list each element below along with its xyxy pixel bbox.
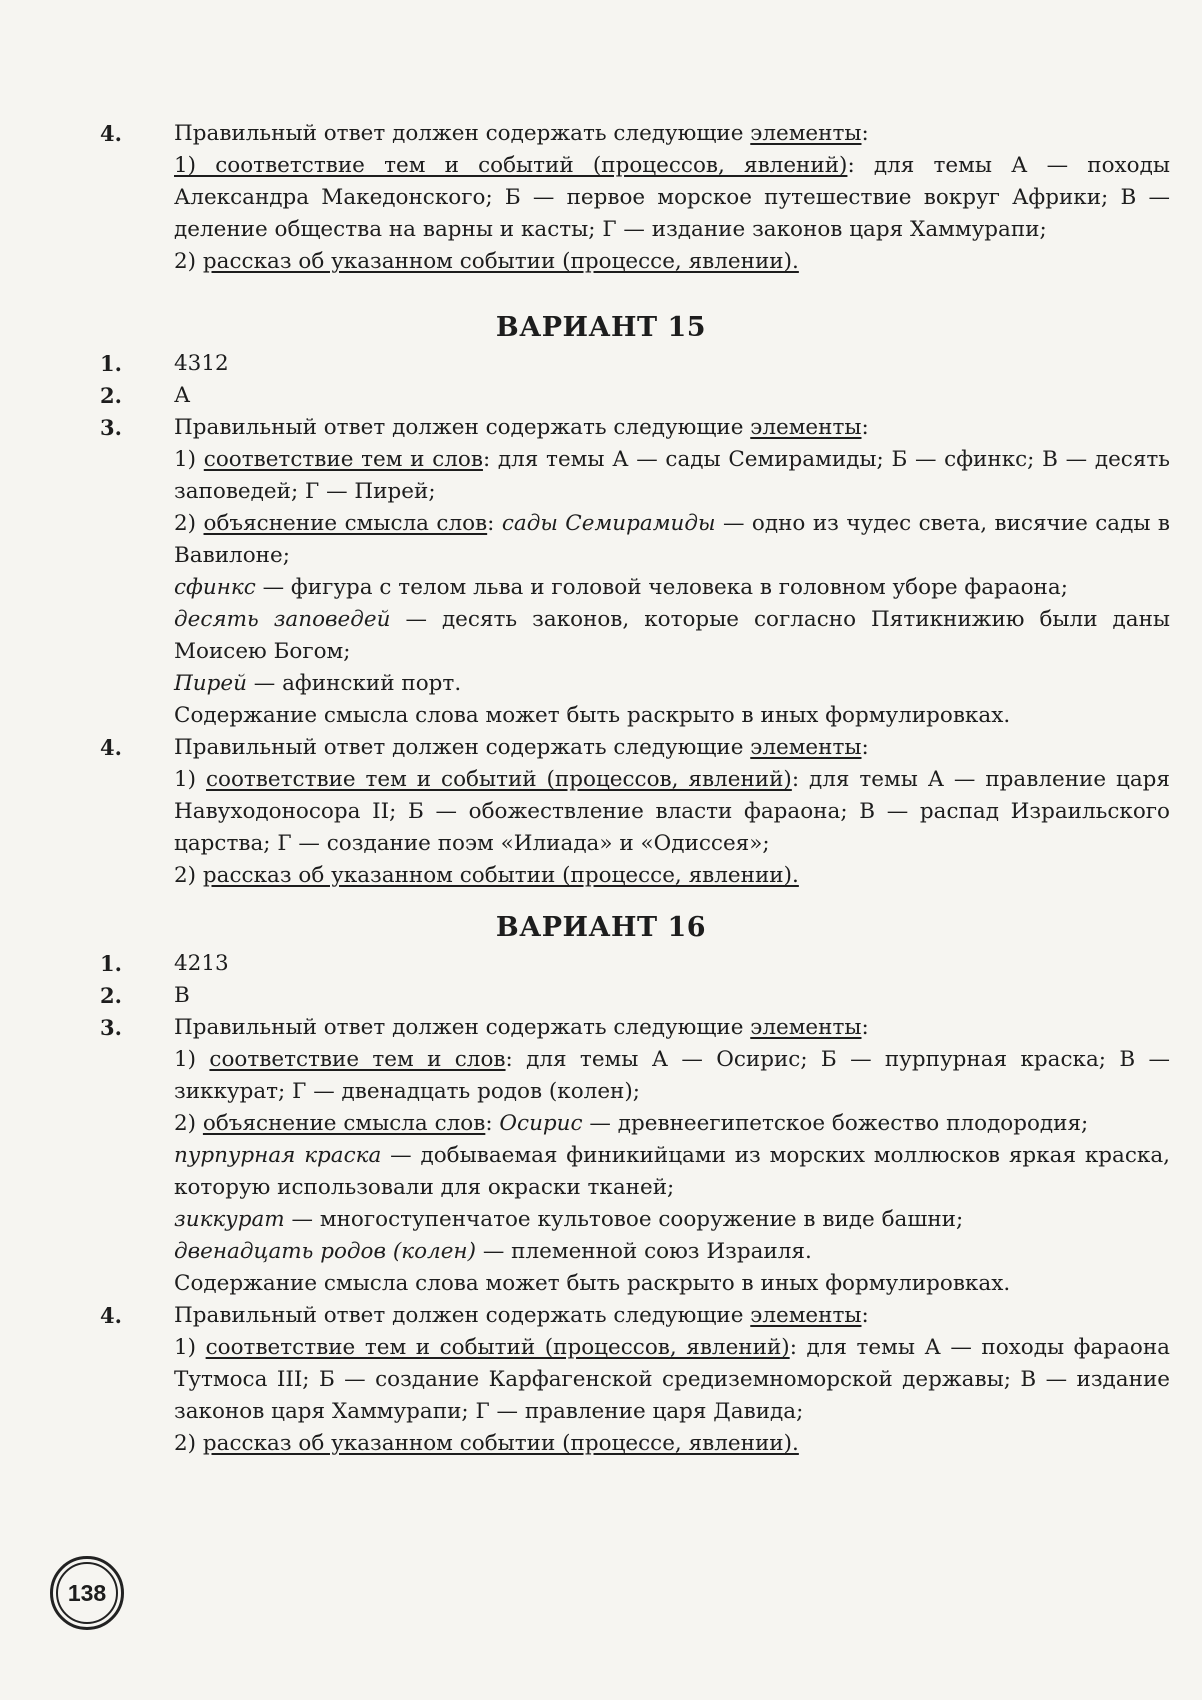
item-number: 4. (100, 121, 122, 146)
term-definition: двенадцать родов (колен) — племенной союз Израиля. (174, 1239, 812, 1264)
term-definition: Пирей — афинский порт. (174, 671, 462, 696)
item-number: 1. (100, 351, 122, 376)
item-number: 4. (100, 1303, 122, 1328)
page-number: 138 (56, 1562, 118, 1624)
v15-answer-1 (100, 348, 1170, 380)
item-point-2: 2) объяснение смысла слов: сады Семирамиды — одно из чудес света, висячие сады в Вавилоне; (174, 511, 1170, 568)
term-definition: десять заповедей — десять законов, которые согласно Пятикнижию были даны Моисею Богом; (174, 607, 1171, 664)
item-note: Содержание смысла слова может быть раскрыто в иных формулировках. (174, 703, 1011, 728)
item-number: 3. (100, 1015, 122, 1040)
item-text (174, 1300, 1170, 1460)
v15-answer-4 (100, 732, 1170, 892)
v16-answer-1 (100, 948, 1170, 980)
item-lead: Правильный ответ должен содержать следующие элементы: (174, 1015, 869, 1040)
term-definition: сфинкс — фигура с телом льва и головой человека в головном уборе фараона; (174, 575, 1068, 600)
term-definition: пурпурная краска — добываемая финикийцами из морских моллюсков яркая краска, которую использовали для окраски тканей; (174, 1143, 1170, 1200)
item-point-1: 1) соответствие тем и слов: для темы А — сады Семирамиды; Б — сфинкс; В — десять заповедей; Г — Пирей; (174, 447, 1171, 504)
answer-value: 4312 (174, 351, 229, 376)
item-number: 2. (100, 383, 122, 408)
item-number: 1. (100, 951, 122, 976)
item-number: 3. (100, 415, 122, 440)
item-text (174, 118, 1170, 278)
answer-value: 4213 (174, 951, 229, 976)
item-text (174, 732, 1170, 892)
term-definition: зиккурат — многоступенчатое культовое сооружение в виде башни; (174, 1207, 964, 1232)
item-point-1: 1) соответствие тем и событий (процессов, явлений): для темы А — походы Александра Македонского; Б — первое морское путешествие вокруг Африки; В — деление общества на варны и касты; Г — издание законов царя Хаммурапи; (174, 153, 1170, 242)
answer-item-4-top (100, 118, 1170, 278)
v15-answer-2 (100, 380, 1170, 412)
variant-16-title: ВАРИАНТ 16 (495, 912, 707, 943)
item-lead: Правильный ответ должен содержать следующие элементы: (174, 735, 869, 760)
item-note: Содержание смысла слова может быть раскрыто в иных формулировках. (174, 1271, 1011, 1296)
page-number-badge (50, 1556, 124, 1630)
item-point-1: 1) соответствие тем и слов: для темы А — Осирис; Б — пурпурная краска; В — зиккурат; Г — двенадцать родов (колен); (174, 1047, 1171, 1104)
v16-answer-4 (100, 1300, 1170, 1460)
item-point-1: 1) соответствие тем и событий (процессов, явлений): для темы А — правление царя Навуходоносора II; Б — обожествление власти фараона; В — распад Израильского царства; Г — создание поэм «Илиада» и «Одиссея»; (174, 767, 1170, 856)
v15-answer-3 (100, 412, 1170, 732)
item-text (174, 412, 1170, 732)
item-number: 2. (100, 983, 122, 1008)
v16-answer-3 (100, 1012, 1170, 1300)
v16-answer-2 (100, 980, 1170, 1012)
item-lead: Правильный ответ должен содержать следующие элементы: (174, 1303, 869, 1328)
item-number: 4. (100, 735, 122, 760)
variant-15-title: ВАРИАНТ 15 (495, 312, 707, 343)
item-text (174, 1012, 1170, 1300)
answer-value: В (174, 983, 190, 1008)
item-point-1: 1) соответствие тем и событий (процессов, явлений): для темы А — походы фараона Тутмоса III; Б — создание Карфагенской средиземноморской державы; В — издание законов царя Хаммурапи; Г — правление царя Давида; (174, 1335, 1170, 1424)
item-point-2: 2) рассказ об указанном событии (процессе, явлении). (174, 863, 799, 888)
item-point-2: 2) рассказ об указанном событии (процессе, явлении). (174, 249, 799, 274)
item-point-2: 2) рассказ об указанном событии (процессе, явлении). (174, 1431, 799, 1456)
answer-value: А (174, 383, 191, 408)
item-point-2: 2) объяснение смысла слов: Осирис — древнеегипетское божество плодородия; (174, 1111, 1089, 1136)
item-lead: Правильный ответ должен содержать следующие элементы: (174, 415, 869, 440)
item-lead: Правильный ответ должен содержать следующие элементы: (174, 121, 869, 146)
